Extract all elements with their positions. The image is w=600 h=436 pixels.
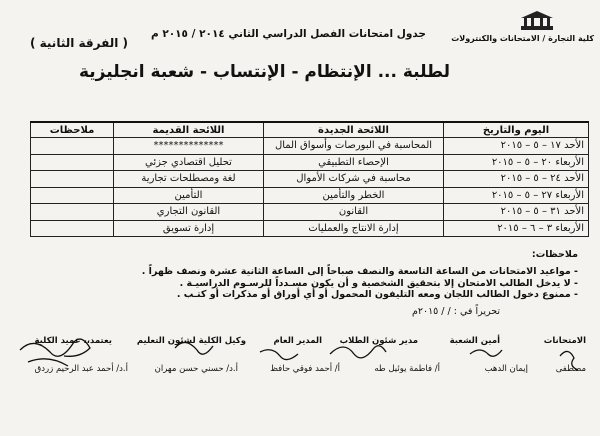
signature-name: أ.د/ حسني حسن مهران xyxy=(154,364,238,374)
written-on-date: تحريراً في : / / ٢٠١٥م xyxy=(411,306,500,317)
row-old-subject: التأمين xyxy=(114,187,264,204)
header-day-date: اليوم والتاريخ xyxy=(444,122,589,138)
header-new-regulation: اللائحة الجديدة xyxy=(264,122,444,138)
row-date: الأربعاء ٢٧ – ٥ – ٢٠١٥ xyxy=(444,187,589,204)
row-date: الأحد ٢٤ – ٥ – ٢٠١٥ xyxy=(444,171,589,188)
signature-name: إيمان الدهب xyxy=(484,364,528,374)
table-row xyxy=(31,138,589,155)
grade-label: ( الفرقة الثانية ) xyxy=(29,36,129,50)
row-notes xyxy=(31,204,114,221)
signature-name: أ.د/ أحمد عبد الرحيم زردق xyxy=(34,364,128,374)
signature-name: مصطفى xyxy=(555,364,586,374)
row-new-subject: إدارة الانتاج والعمليات xyxy=(264,220,444,237)
notes-list xyxy=(48,266,578,301)
row-old-subject: تحليل اقتصادي جزئي xyxy=(114,154,264,171)
signature-title: مدير شئون الطلاب xyxy=(339,336,418,346)
row-new-subject: القانون xyxy=(264,204,444,221)
header-old-regulation: اللائحة القديمة xyxy=(114,122,264,138)
signature-names xyxy=(10,364,590,378)
signature-name: أ/ أحمد فوقي حافظ xyxy=(270,364,340,374)
row-notes xyxy=(31,171,114,188)
note-item: - لا يدخل الطالب الامتحان إلا بتحقيق الشخصية و أن يكون مسـدداً للرسـوم الدراسيـة . xyxy=(48,278,578,290)
faculty-line: كلية التجارة / الامتحانات والكنترولات xyxy=(451,34,594,43)
row-date: الأربعاء ٢٠ – ٥ – ٢٠١٥ xyxy=(444,154,589,171)
notes-section xyxy=(48,249,578,301)
row-notes xyxy=(31,154,114,171)
row-notes xyxy=(31,187,114,204)
row-date: الأربعاء ٣ – ٦ – ٢٠١٥ xyxy=(444,220,589,237)
row-old-subject: القانون التجاري xyxy=(114,204,264,221)
exam-schedule-table xyxy=(30,121,589,237)
header-notes: ملاحظات xyxy=(31,122,114,138)
note-item: - مواعيد الامتحانات من الساعة التاسعة والنصف صباحاً إلى الساعة الثانية عشرة ونصف ظهراً . xyxy=(48,266,578,278)
students-subtitle: لطلبة ... الإنتظام - الإنتساب - شعبة انجليزية xyxy=(78,62,450,82)
table-row xyxy=(31,171,589,188)
row-notes xyxy=(31,220,114,237)
signature-titles xyxy=(10,336,590,350)
table-header-row xyxy=(31,122,589,138)
row-date: الأحد ٣١ – ٥ – ٢٠١٥ xyxy=(444,204,589,221)
table-row xyxy=(31,154,589,171)
row-notes xyxy=(31,138,114,155)
document-title: جدول امتحانات الفصل الدراسي الثاني ٢٠١٤ / ٢٠١٥ م xyxy=(150,28,426,40)
row-new-subject: المحاسبة في البورصات وأسواق المال xyxy=(264,138,444,155)
handwritten-signatures xyxy=(0,320,600,400)
signature-name: أ/ فاطمة يوئيل طه xyxy=(374,364,440,374)
row-date: الأحد ١٧ – ٥ – ٢٠١٥ xyxy=(444,138,589,155)
note-item: - ممنوع دخول الطالب اللجان ومعه التليفون المحمول أو أي أوراق أو مذكرات أو كتـب . xyxy=(48,289,578,301)
row-new-subject: محاسبة في شركات الأموال xyxy=(264,171,444,188)
signature-title: أمين الشعبة xyxy=(449,336,500,346)
signature-title: يعتمد،، عميد الكلية xyxy=(34,336,112,346)
signature-title: الامتحانات xyxy=(543,336,586,346)
signature-title: المدير العام xyxy=(273,336,322,346)
row-new-subject: الخطر والتأمين xyxy=(264,187,444,204)
row-old-subject: لغة ومصطلحات تجارية xyxy=(114,171,264,188)
table-row xyxy=(31,204,589,221)
row-old-subject: ************** xyxy=(114,138,264,155)
table-row xyxy=(31,220,589,237)
university-logo xyxy=(520,10,554,32)
table-row xyxy=(31,187,589,204)
signature-title: وكيل الكلية لشئون التعليم xyxy=(136,336,246,346)
notes-title: ملاحظات: xyxy=(531,249,578,260)
row-old-subject: إدارة تسويق xyxy=(114,220,264,237)
row-new-subject: الإحصاء التطبيقي xyxy=(264,154,444,171)
